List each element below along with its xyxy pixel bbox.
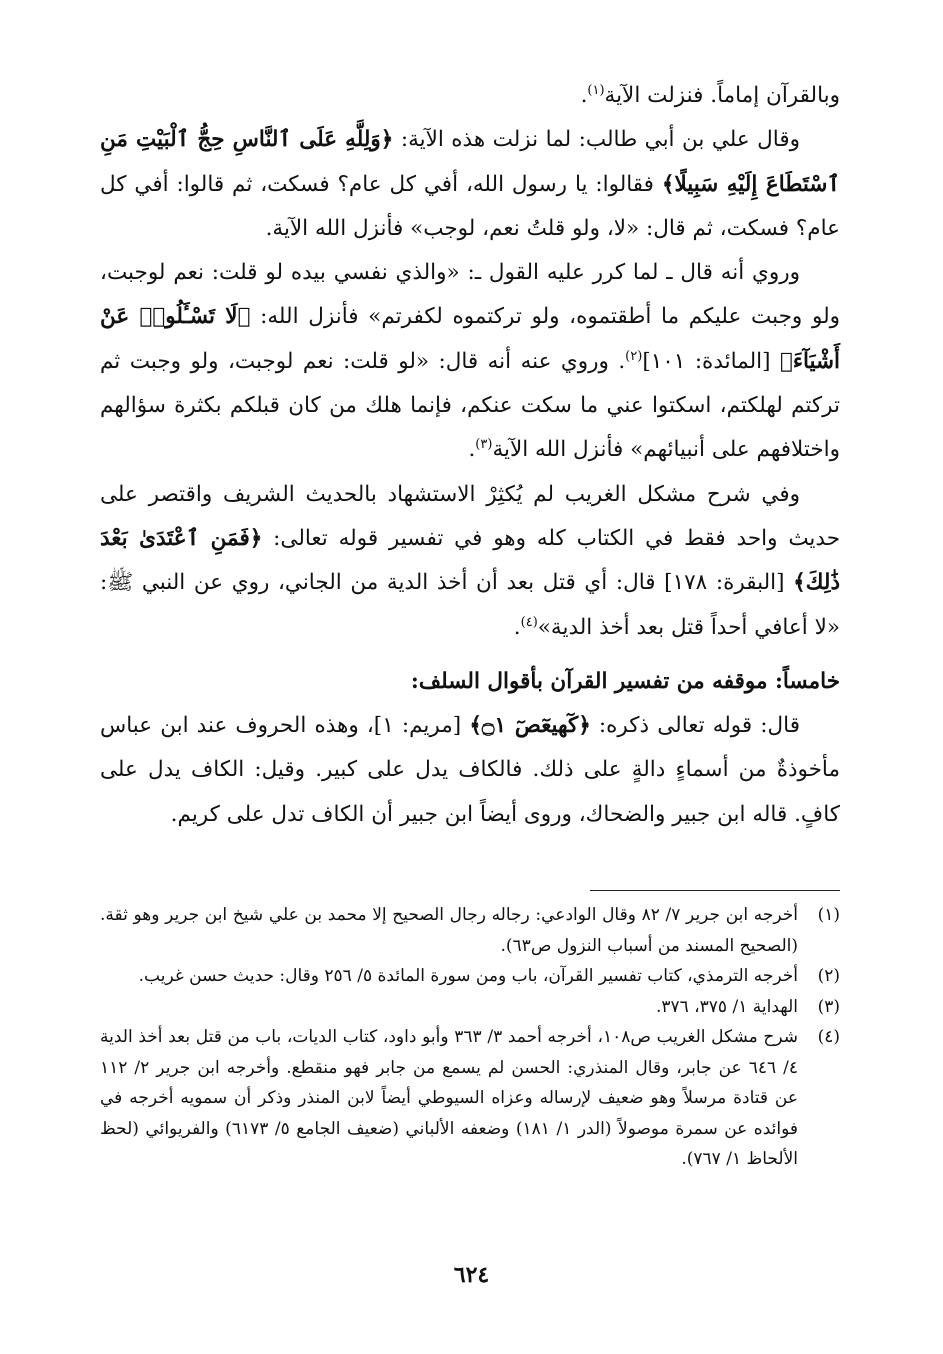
quran-verse-hajj: ﴿وَلِلَّهِ عَلَى ٱلنَّاسِ حِجُّ ٱلْبَيْتِ مَنِ ٱسْتَطَاعَ إِلَيْهِ سَبِيلًا﴾: [100, 127, 840, 197]
footnote-1: [100, 900, 840, 961]
main-text: [100, 74, 840, 837]
paragraph-2: [100, 118, 840, 251]
paragraph-5-text-a: قال: قوله تعالى ذكره:: [598, 713, 800, 739]
quran-verse-baqara: ﴿فَمَنِ ٱعْتَدَىٰ بَعْدَ ذَٰلِكَ﴾: [100, 525, 841, 596]
footnote-text: أخرجه الترمذي، كتاب تفسير القرآن، باب ومن سورة المائدة ٥/ ٢٥٦ وقال: حديث حسن غريب.: [138, 966, 798, 986]
paragraph-4-tail: .: [513, 614, 521, 640]
footnote-ref-4: (٤): [520, 614, 538, 630]
paragraph-1-tail: .: [580, 83, 588, 108]
footnote-text: شرح مشكل الغريب ص١٠٨، أخرجه أحمد ٣/ ٣٦٣ وأبو داود، كتاب الديات، باب من قتل بعد أخذ الدية ٤/ ٦٤٦ عن جابر، وقال المنذري: الحسن لم يسمع من جابر فهو منقطع. وأخرجه ابن جرير ٢/ ١١٢ عن قتادة مرسلاً وهو ضعيف لإرساله وعزاه السيوطي أيضاً لابن المنذر وذكر أن سمويه أخرجه في فوائده عن سمرة موصولاً (الدر ١/ ١٨١) وضعفه الألباني (ضعيف الجامع ٥/ ٦١٧٣) والفريوائي (لحظ الألحاظ ١/ ٧٦٧).: [100, 1027, 799, 1169]
footnote-text: أخرجه ابن جرير ٧/ ٨٢ وقال الوادعي: رجاله رجال الصحيح إلا محمد بن علي شيخ ابن جرير وهو ثقة. (الصحيح المسند من أسباب النزول ص٦٣).: [100, 905, 798, 956]
footnote-number: (٤): [817, 1027, 840, 1047]
paragraph-4-text-a: وفي شرح مشكل الغريب لم يُكثِرْ الاستشهاد بالحديث الشريف واقتصر على حديث واحد فقط في الكتاب كله وهو في تفسير قوله تعالى:: [100, 481, 840, 551]
paragraph-3: [100, 251, 840, 472]
footnote-text: الهداية ١/ ٣٧٥، ٣٧٦.: [655, 996, 798, 1017]
paragraph-3-tail: .: [468, 437, 476, 463]
footnotes: [100, 900, 840, 1175]
paragraph-3-text-c: . وروي عنه أنه قال: «لو قلت: نعم لوجبت، ولو وجبت ثم تركتم لهلكتم، اسكتوا عني ما سكت عنكم، فإنما هلك من كان قبلكم بكثرة سؤالهم واختلافهم على أنبيائهم» فأنزل الله الآية: [100, 348, 840, 463]
paragraph-3-citation: [المائدة: ١٠١]: [642, 348, 771, 374]
quran-verse-maryam: ﴿كٓهيعٓصٓ ۝١﴾: [469, 713, 591, 739]
footnote-number: (٢): [817, 966, 840, 986]
footnote-4: [100, 1022, 840, 1175]
paragraph-3-text-a: وروي أنه قال ـ لما كرر عليه القول ـ: «والذي نفسي بيده لو قلت: نعم لوجبت، ولو وجبت عليكم ما أطقتموه، ولو تركتموه لكفرتم» فأنزل الله:: [100, 260, 840, 330]
section-heading: خامساً: موقفه من تفسير القرآن بأقوال السلف:: [410, 668, 840, 694]
paragraph-2-text-a: وقال علي بن أبي طالب: لما نزلت هذه الآية:: [400, 127, 800, 153]
footnote-ref-2: (٢): [625, 348, 643, 364]
quran-verse-maida: ﴿لَا تَسْـَٔلُوا۟ عَنْ أَشْيَآءَ﴾: [100, 304, 841, 374]
paragraph-2-text-b: فقالوا: يا رسول الله، أفي كل عام؟ فسكت، ثم قالوا: أفي كل عام؟ فسكت، ثم قال: «لا، ولو قلتُ نعم، لوجب» فأنزل الله الآية.: [100, 171, 840, 241]
footnote-ref-1: (١): [587, 82, 605, 98]
footnote-3: [100, 992, 840, 1023]
footnote-number: (١): [817, 905, 840, 925]
paragraph-1-text: وبالقرآن إماماً. فنزلت الآية: [604, 83, 840, 108]
footnote-ref-3: (٣): [475, 437, 493, 453]
footnote-2: [100, 961, 840, 992]
page-number: ٦٢٤: [453, 1262, 490, 1288]
footnote-separator: [590, 890, 840, 891]
paragraph-1: [100, 74, 840, 118]
footnote-number: (٣): [817, 996, 840, 1017]
paragraph-4-text-b: [البقرة: ١٧٨] قال: أي قتل بعد أن أخذ الدية من الجاني، روي عن النبي ﷺ: «لا أعافي أحداً قتل بعد أخذ الدية»: [100, 570, 840, 640]
paragraph-4: [100, 473, 840, 650]
paragraph-5-text-b: [مريم: ١]، وهذه الحروف عند ابن عباس مأخوذةٌ من أسماءٍ دالةٍ على ذلك. فالكاف يدل على كبير. وقيل: الكاف يدل على كافٍ. قاله ابن جبير والضحاك، وروى أيضاً ابن جبير أن الكاف تدل على كريم.: [100, 713, 840, 827]
paragraph-5: [100, 704, 840, 837]
